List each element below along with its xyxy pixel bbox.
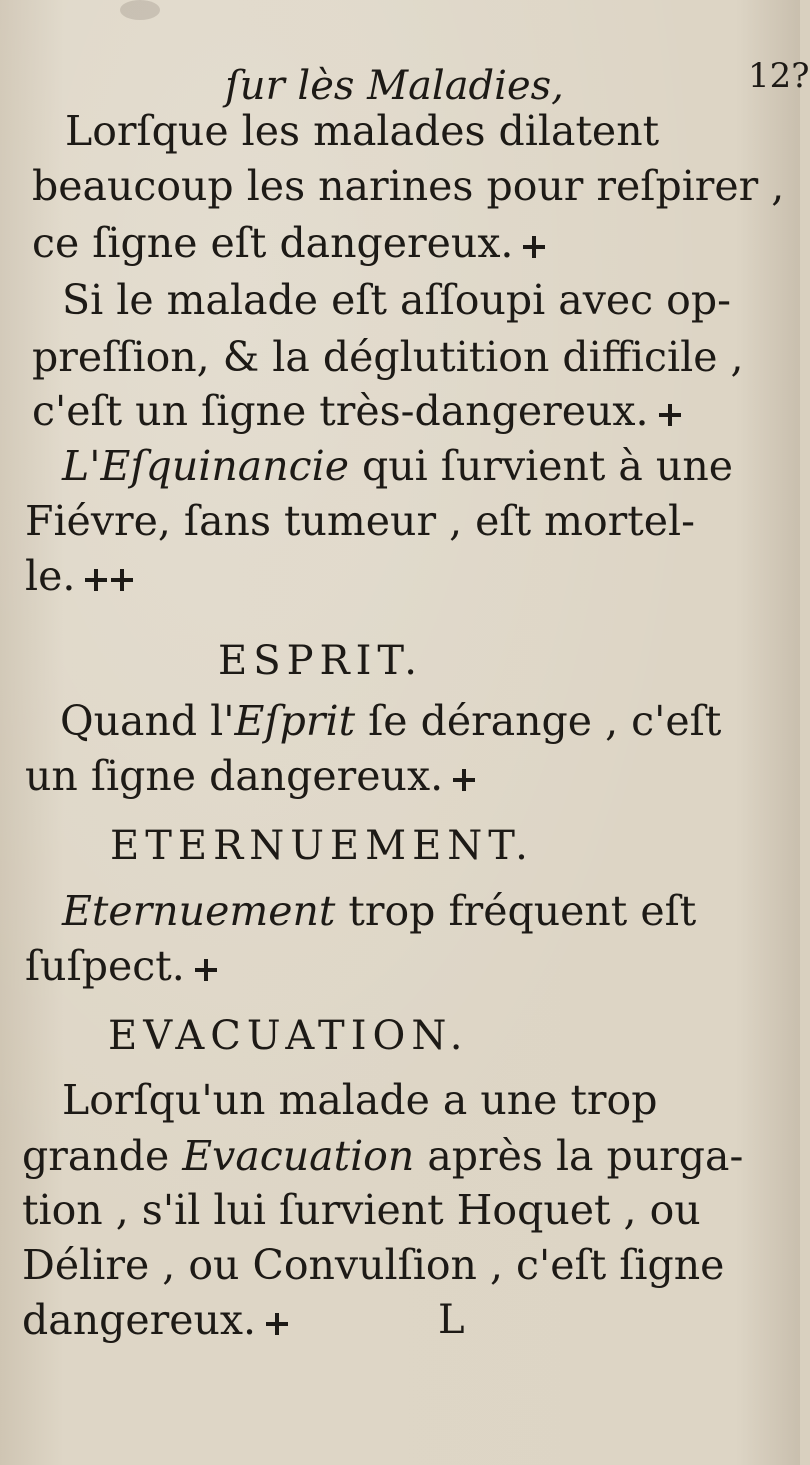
line-text: trop fréquent eſt bbox=[335, 887, 697, 935]
section-heading: EVACUATION. bbox=[108, 1013, 469, 1059]
italic-term: Eſprit bbox=[234, 697, 356, 745]
section-heading: ETERNUEMENT. bbox=[110, 823, 534, 869]
line-text: le. bbox=[25, 552, 76, 600]
line-text: après la purga- bbox=[414, 1132, 744, 1180]
italic-term: L'Eſquinancie bbox=[62, 442, 349, 490]
text-line: Si le malade eſt aſſoupi avec op- bbox=[62, 276, 731, 324]
catchword: L bbox=[438, 1297, 465, 1343]
running-title: ſur lès Maladies, bbox=[225, 63, 564, 109]
text-line: Lorſqu'un malade a une trop bbox=[62, 1076, 658, 1124]
text-line bbox=[60, 693, 790, 749]
text-line bbox=[25, 938, 790, 994]
text-line: Fiévre, ſans tumeur , eſt mortel- bbox=[25, 497, 695, 545]
line-text: Quand l' bbox=[60, 697, 235, 745]
line-text: qui ſurvient à une bbox=[348, 442, 733, 490]
page-number: 12? bbox=[748, 56, 810, 96]
text-line bbox=[25, 548, 790, 604]
text-line: preſſion, & la déglutition difficile , bbox=[32, 333, 744, 381]
line-text: dangereux. bbox=[22, 1296, 257, 1344]
text-line: Lorſque les malades dilatent bbox=[65, 107, 660, 155]
text-line bbox=[25, 748, 790, 804]
line-text: ce ſigne eſt dangereux. bbox=[32, 219, 514, 267]
cross-icon bbox=[195, 959, 217, 981]
cross-icon bbox=[85, 569, 107, 591]
italic-term: Evacuation bbox=[182, 1132, 415, 1180]
cross-icon bbox=[453, 769, 475, 791]
cross-icon bbox=[266, 1313, 288, 1335]
text-line bbox=[32, 383, 792, 439]
cross-icon bbox=[111, 569, 133, 591]
line-text: ſuſpect. bbox=[25, 942, 185, 990]
text-line bbox=[62, 438, 792, 494]
text-line: tion , s'il lui ſurvient Hoquet , ou bbox=[22, 1186, 701, 1234]
text-line: beaucoup les narines pour reſpirer , bbox=[32, 162, 785, 210]
text-line bbox=[62, 883, 792, 939]
stain bbox=[120, 0, 160, 20]
cross-icon bbox=[659, 404, 681, 426]
line-text: ſe dérange , c'eſt bbox=[355, 697, 722, 745]
line-text: c'eſt un ſigne très-dangereux. bbox=[32, 387, 649, 435]
text-line bbox=[22, 1292, 422, 1348]
section-heading: ESPRIT. bbox=[218, 638, 423, 684]
line-text: un ſigne dangereux. bbox=[25, 752, 444, 800]
cross-icon bbox=[523, 236, 545, 258]
text-line: Délire , ou Convulſion , c'eſt ſigne bbox=[22, 1241, 725, 1289]
text-line bbox=[22, 1128, 792, 1184]
text-line bbox=[32, 215, 792, 271]
italic-term: Eternuement bbox=[62, 887, 336, 935]
line-text: grande bbox=[22, 1132, 183, 1180]
